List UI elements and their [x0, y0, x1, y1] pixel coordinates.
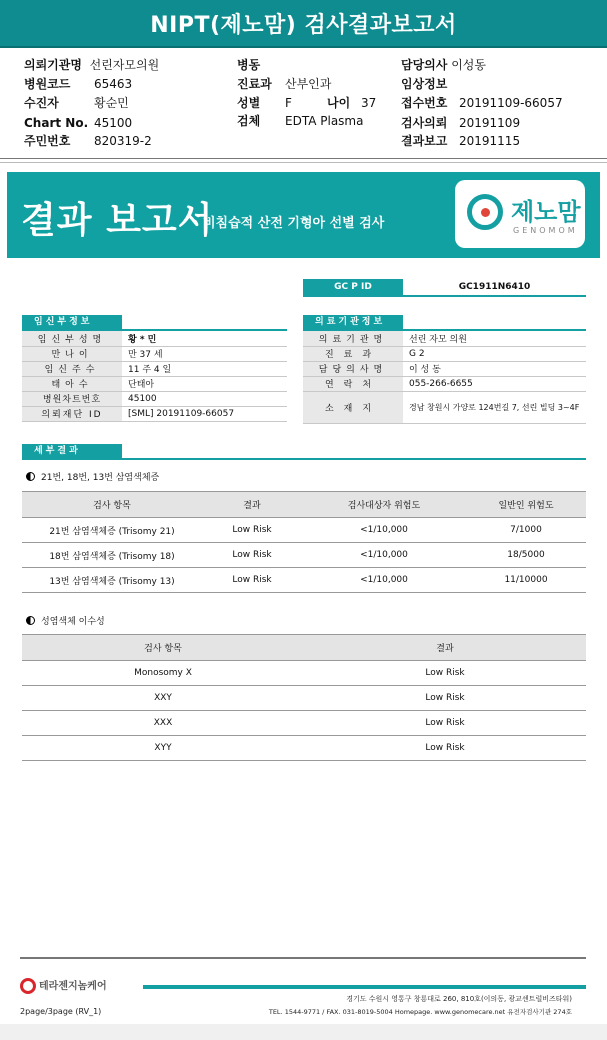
gc-pid-value: GC1911N6410: [458, 282, 531, 292]
table-row: 담당의사명 이 성 동: [303, 361, 586, 376]
header-patient: 수진자 황순민: [24, 96, 129, 110]
patient-info-table: [22, 331, 287, 422]
half-circle-icon: [26, 616, 35, 625]
genomom-logo: [455, 180, 585, 248]
header-chart-no: Chart No. 45100: [24, 116, 133, 130]
table-row: 연락처 055-266-6655: [303, 376, 586, 391]
table-row: 병원차트번호 45100: [22, 391, 287, 406]
trisomy-heading: 21번, 18번, 13번 삼염색체증: [26, 470, 159, 483]
header-divider: [0, 158, 607, 159]
banner-subtitle: 비침습적 산전 기형아 선별 검사: [203, 216, 385, 231]
page-number: 2page/3page (RV_1): [20, 1007, 102, 1016]
header-divider-2: [0, 162, 607, 163]
header-hospital-code: 병원코드 65463: [24, 77, 133, 91]
footer-address: 경기도 수원시 영통구 창룡대로 260, 810호(이의동, 광교센트럴비즈타워): [346, 995, 572, 1003]
table-row: 소재지 경남 창원시 가양로 124번길 7, 선린 빌딩 3~4F: [303, 391, 586, 423]
sex-chromosome-table: [22, 634, 586, 761]
patient-section-title: 임신부정보: [22, 315, 122, 329]
footer-contact: TEL. 1544-9771 / FAX. 031-8019-5004 Homepage. www.genomecare.net 유전자검사기관 274호: [268, 1008, 572, 1016]
table-row: 13번 삼염색체증 (Trisomy 13) Low Risk <1/10,000 11/10000: [22, 568, 586, 593]
gc-pid-bar: [303, 279, 586, 297]
table-header-row: 검사 항목 결과: [22, 635, 586, 661]
table-row: XXX Low Risk: [22, 711, 586, 736]
header-institution: 의뢰기관명 선린자모의원: [24, 58, 160, 72]
header-request-date: 검사의뢰 20191109: [401, 116, 521, 130]
detail-section-line: [22, 458, 586, 460]
sex-chromosome-heading: 성염색체 이수성: [26, 614, 105, 627]
table-row: 태아수 단태아: [22, 376, 287, 391]
header-department: 진료과 산부인과: [237, 77, 332, 91]
header-specimen: 검체 EDTA Plasma: [237, 114, 364, 128]
institution-section-title: 의료기관정보: [303, 315, 403, 329]
header-accession-no: 접수번호 20191109-66057: [401, 96, 563, 110]
table-header-row: 검사 항목 결과 검사대상자 위험도 일반인 위험도: [22, 492, 586, 518]
table-row: 21번 삼염색체증 (Trisomy 21) Low Risk <1/10,000 7/1000: [22, 518, 586, 543]
table-row: Monosomy X Low Risk: [22, 661, 586, 686]
result-banner: [7, 172, 600, 258]
report-title-bar: [0, 0, 607, 48]
company-logo: 테라젠지놈케어: [20, 977, 107, 994]
report-title: NIPT(제노맘) 검사결과보고서: [150, 12, 457, 38]
header-ward: 병동: [237, 58, 261, 72]
half-circle-icon: [26, 472, 35, 481]
header-clinical-info: 임상정보: [401, 77, 448, 91]
header-resident-no: 주민번호 820319-2: [24, 134, 152, 148]
table-row: 진료과 G 2: [303, 346, 586, 361]
header-sex: 성별 F: [237, 96, 292, 110]
table-row: XXY Low Risk: [22, 686, 586, 711]
bottom-margin: [0, 1024, 607, 1040]
logo-subtext: GENOMOM: [513, 226, 578, 235]
table-row: 임신주수 11 주 4 일: [22, 361, 287, 376]
detail-section-title: 세부결과: [22, 444, 122, 458]
footer-divider: [20, 957, 586, 959]
table-row: XYY Low Risk: [22, 736, 586, 761]
g-logo-icon: [20, 978, 36, 994]
trisomy-table: [22, 491, 586, 593]
table-row: 만나이 만 37 세: [22, 346, 287, 361]
table-row: 의뢰재단 ID [SML] 20191109-66057: [22, 406, 287, 421]
header-report-date: 결과보고 20191115: [401, 134, 521, 148]
header-doctor: 담당의사 이성동: [401, 58, 486, 72]
logo-text: 제노맘: [511, 198, 581, 226]
header-age: 나이 37: [327, 96, 377, 110]
institution-info-table: [303, 331, 586, 424]
table-row: 임신부성명 황 * 민: [22, 331, 287, 346]
gc-pid-label: GC P ID: [303, 279, 403, 295]
banner-title: 결과 보고서: [21, 200, 214, 241]
table-row: 의료기관명 선린 자모 의원: [303, 331, 586, 346]
genomom-logo-icon: [467, 194, 503, 230]
table-row: 18번 삼염색체증 (Trisomy 18) Low Risk <1/10,000 18/5000: [22, 543, 586, 568]
footer-accent-strip: [143, 985, 586, 989]
